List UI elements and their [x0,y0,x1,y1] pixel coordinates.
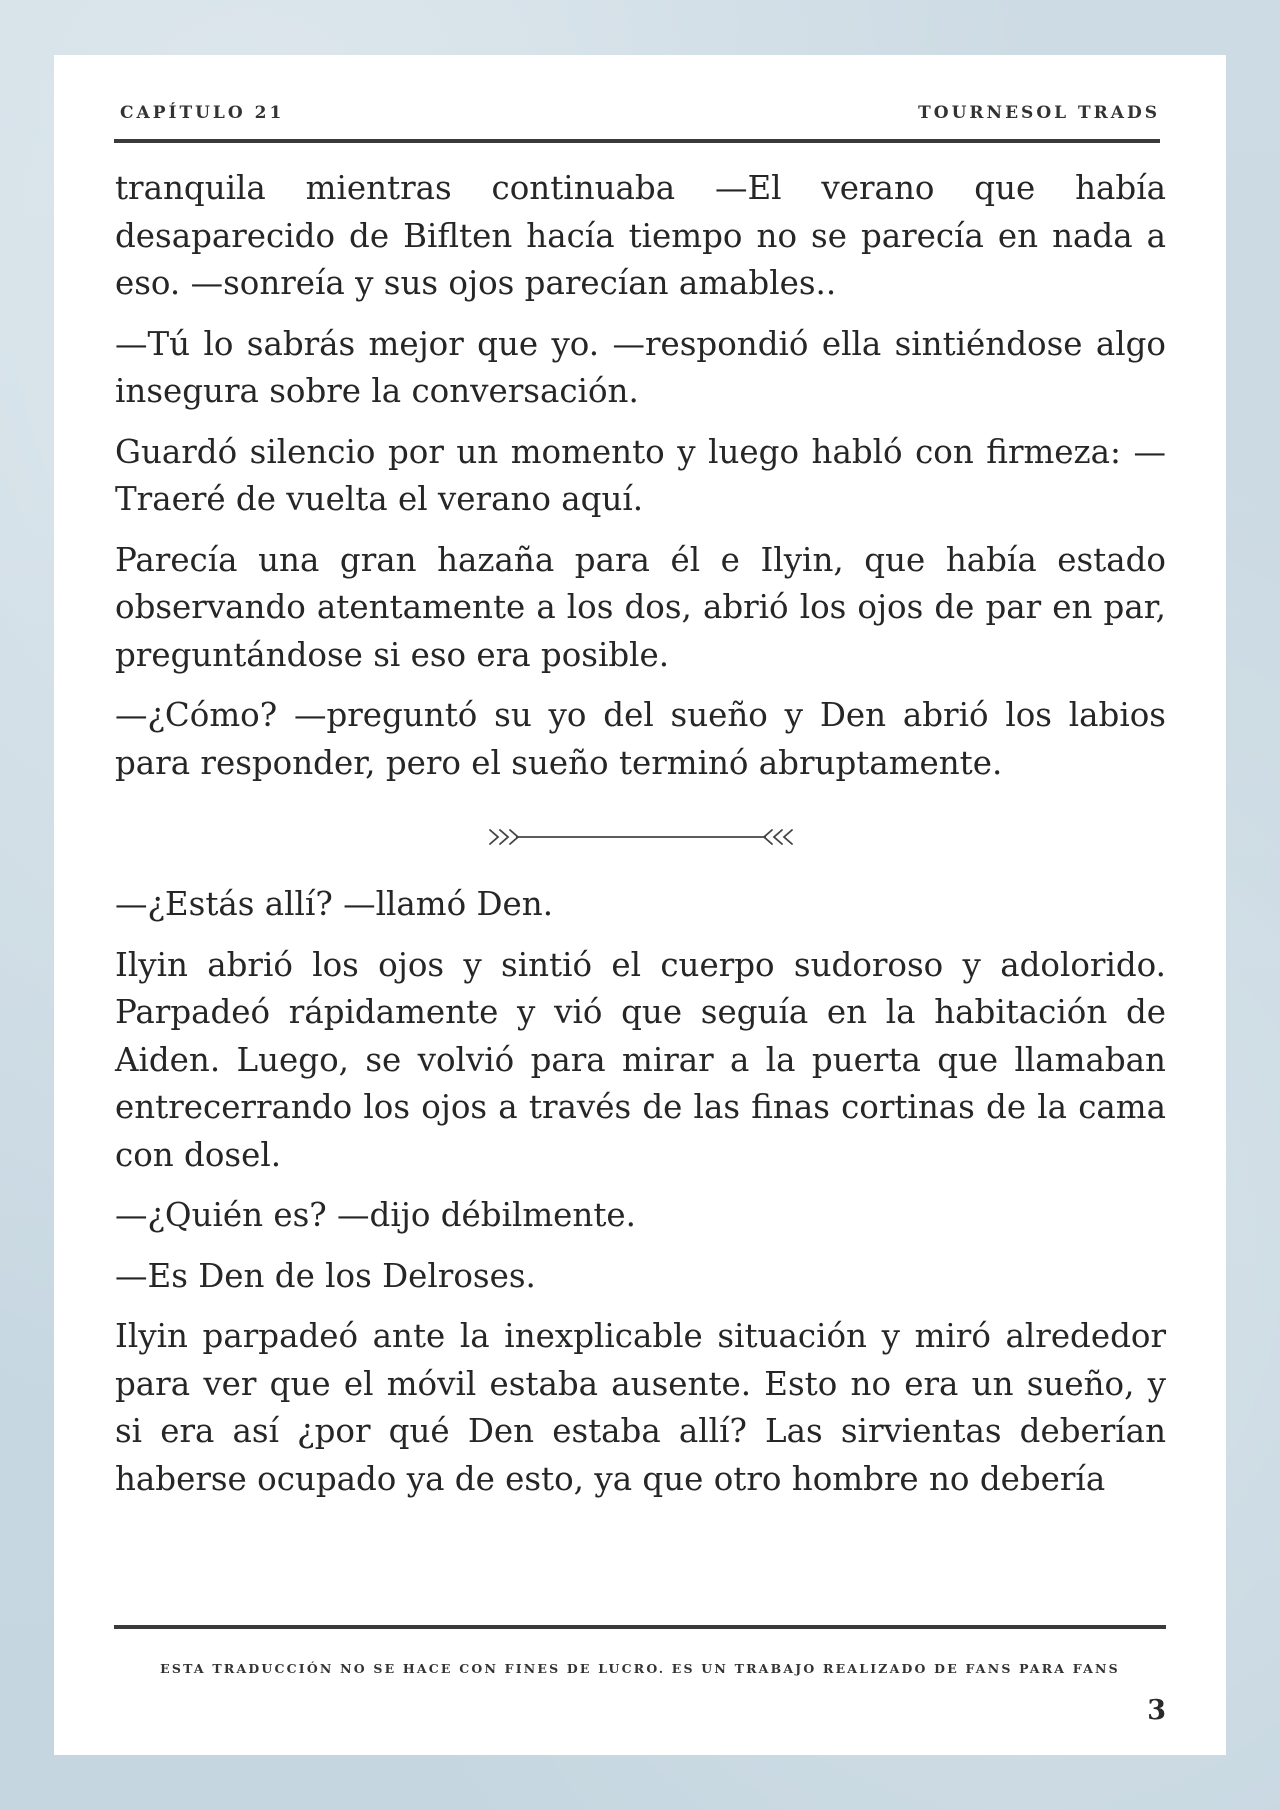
page-number: 3 [1147,1695,1166,1726]
paragraph-2: —Tú lo sabrás mejor que yo. —respondió ella sintiéndose algo insegura sobre la conversación. [115,324,1166,410]
paragraph-4: Parecía una gran hazaña para él e Ilyin, que había estado observando atentamente a los dos, abrió los ojos de par en par, preguntándose si eso era posible. [115,540,1166,674]
paragraph-5: —¿Cómo? —preguntó su yo del sueño y Den abrió los labios para responder, pero el sueño terminó abruptamente. [115,696,1166,782]
book-page [54,55,1226,1755]
arrow-divider-icon [486,823,796,851]
paragraph-8: —¿Quién es? —dijo débilmente. [115,1196,636,1234]
page-body [115,165,1166,1516]
paragraph-6: —¿Estás allí? —llamó Den. [115,885,554,923]
paragraph-1: tranquila mientras continuaba —El verano que había desaparecido de Biflten hacía tiempo no se parecía en nada a eso. —sonreía y sus ojos parecían amables.. [115,169,1166,302]
chapter-label: CAPÍTULO 21 [120,103,285,123]
group-name: TOURNESOL TRADS [918,103,1160,123]
footer-rule [114,1625,1166,1629]
scene-divider [115,823,1166,851]
footer-disclaimer: ESTA TRADUCCIÓN NO SE HACE CON FINES DE LUCRO. ES UN TRABAJO REALIZADO DE FANS PARA FANS [160,1661,1120,1676]
paragraph-7: Ilyin abrió los ojos y sintió el cuerpo sudoroso y adolorido. Parpadeó rápidamente y vió que seguía en la habitación de Aiden. Luego, se volvió para mirar a la puerta que llamaban entrecerrando los ojos a través de las finas cortinas de la cama con dosel. [115,945,1166,1174]
paragraph-9: —Es Den de los Delroses. [115,1256,536,1295]
paragraph-10: Ilyin parpadeó ante la inexplicable situación y miró alrededor para ver que el móvil estaba ausente. Esto no era un sueño, y si era así ¿por qué Den estaba allí? Las sirvientas deberían haberse ocupado ya de esto, ya que otro hombre no debería [115,1317,1166,1498]
page-header [120,103,1160,123]
paragraph-3: Guardó silencio por un momento y luego habló con firmeza: —Traeré de vuelta el verano aquí. [115,432,1166,518]
header-rule [114,139,1160,143]
